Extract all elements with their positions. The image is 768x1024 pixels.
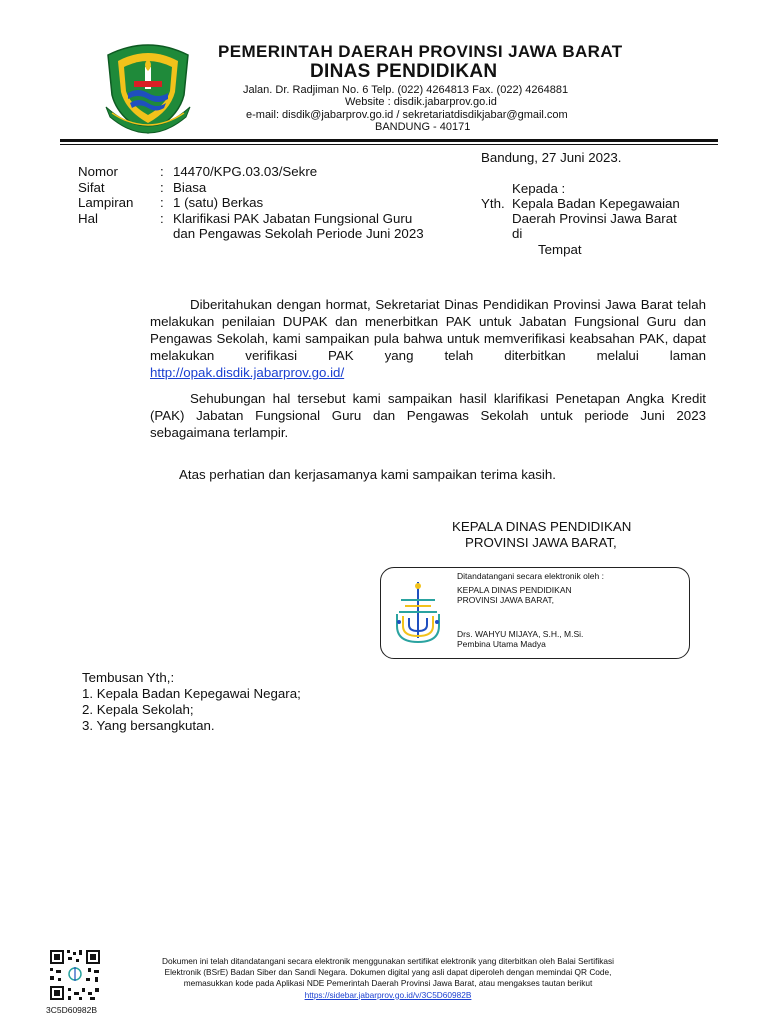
bsre-logo-icon [389, 578, 447, 648]
meta-row-sifat [78, 180, 424, 196]
letterhead-agency: DINAS PENDIDIKAN [310, 61, 498, 82]
meta-row-nomor [78, 164, 424, 180]
e-signature-title-2: PROVINSI JAWA BARAT, [457, 595, 554, 605]
paragraph-1 [150, 296, 706, 381]
cc-item: 3. Yang bersangkutan. [82, 718, 215, 733]
signatory-title-1: KEPALA DINAS PENDIDIKAN [452, 519, 632, 534]
letterhead-city: BANDUNG - 40171 [375, 121, 471, 133]
letterhead-divider-thin [60, 144, 718, 145]
paragraph-2: Sehubungan hal tersebut kami sampaikan hasil klarifikasi Penetapan Angka Kredit (PAK) Jabatan Fungsional Guru dan Pengawas Sekolah untuk periode Juni 2023 sebagaimana terlampir. [150, 391, 706, 440]
recipient-line2: Daerah Provinsi Jawa Barat [512, 211, 677, 226]
meta-separator: : [160, 179, 164, 195]
meta-separator: : [160, 164, 164, 179]
meta-separator: : [160, 195, 164, 210]
recipient-kepada: Kepada : [512, 181, 566, 196]
recipient-yth: Yth. [481, 196, 505, 211]
letterhead-address: Jalan. Dr. Radjiman No. 6 Telp. (022) 4264813 Fax. (022) 4264881 [243, 84, 569, 96]
meta-label: Lampiran [78, 195, 134, 210]
e-signature-name: Drs. WAHYU MIJAYA, S.H., M.Si. [457, 629, 584, 639]
footer-disclaimer [138, 956, 638, 1001]
footer-line-3: memasukkan kode pada Aplikasi NDE Pemerintah Daerah Provinsi Jawa Barat, atau mengakses tautan berikut [183, 978, 593, 989]
meta-value: 1 (satu) Berkas [173, 195, 264, 210]
meta-value-subject [173, 211, 424, 242]
footer-line-1: Dokumen ini telah ditandatangani secara elektronik menggunakan sertifikat elektronik yang diterbitkan oleh Balai Sertifikasi [162, 956, 614, 966]
letterhead-government: PEMERINTAH DAERAH PROVINSI JAWA BARAT [218, 42, 623, 61]
meta-label: Sifat [78, 179, 105, 195]
paragraph-1-text: Diberitahukan dengan hormat, Sekretariat Dinas Pendidikan Provinsi Jawa Barat telah melakukan penilaian DUPAK dan menerbitkan PAK untuk Jabatan Fungsional Guru dan Pengawas Sekolah, kami sampaikan pula bahwa untuk memverifikasi keabsahan PAK, dapat melakukan verifikasi PAK yang telah diterbitkan melalui laman [150, 297, 706, 363]
cc-item: 1. Kepala Badan Kepegawai Negara; [82, 686, 301, 701]
letterhead-email: e-mail: disdik@jabarprov.go.id / sekretariatdisdikjabar@gmail.com [246, 109, 568, 121]
letterhead-website: Website : disdik.jabarprov.go.id [345, 96, 497, 108]
recipient-di: di [512, 226, 523, 241]
letter-date: Bandung, 27 Juni 2023. [481, 150, 622, 165]
letter-meta [78, 164, 424, 242]
recipient-tempat: Tempat [538, 242, 582, 257]
meta-value: Biasa [173, 179, 207, 195]
footer-verification-link[interactable]: https://sidebar.jabarprov.go.id/v/3C5D60982B [304, 989, 472, 1000]
e-signature-rank: Pembina Utama Madya [457, 639, 546, 649]
meta-value-continued: dan Pengawas Sekolah Periode Juni 2023 [173, 226, 424, 241]
meta-row-lampiran [78, 195, 424, 211]
meta-label: Hal [78, 210, 98, 226]
qr-code-text: 3C5D60982B [46, 1005, 98, 1015]
letterhead-divider [60, 139, 718, 142]
qr-code-icon[interactable] [48, 948, 102, 1002]
meta-value: 14470/KPG.03.03/Sekre [173, 164, 318, 179]
meta-row-hal [78, 211, 424, 242]
e-signature-box [380, 567, 690, 659]
verification-link[interactable]: http://opak.disdik.jabarprov.go.id/ [150, 365, 345, 380]
cc-header: Tembusan Yth,: [82, 670, 175, 685]
meta-separator: : [160, 210, 164, 226]
cc-item: 2. Kepala Sekolah; [82, 702, 194, 717]
signatory-title-2: PROVINSI JAWA BARAT, [465, 535, 617, 550]
meta-label: Nomor [78, 164, 118, 179]
footer-line-2: Elektronik (BSrE) Badan Siber dan Sandi Negara. Dokumen digital yang asli dapat diperoleh dengan memindai QR Code, [164, 967, 612, 978]
province-logo [98, 37, 198, 137]
meta-value: Klarifikasi PAK Jabatan Fungsional Guru [173, 210, 413, 226]
recipient-line1: Kepala Badan Kepegawaian [512, 196, 680, 211]
e-signature-header: Ditandatangani secara elektronik oleh : [457, 571, 604, 581]
e-signature-title-1: KEPALA DINAS PENDIDIKAN [457, 585, 572, 595]
paragraph-3: Atas perhatian dan kerjasamanya kami sampaikan terima kasih. [179, 467, 556, 482]
